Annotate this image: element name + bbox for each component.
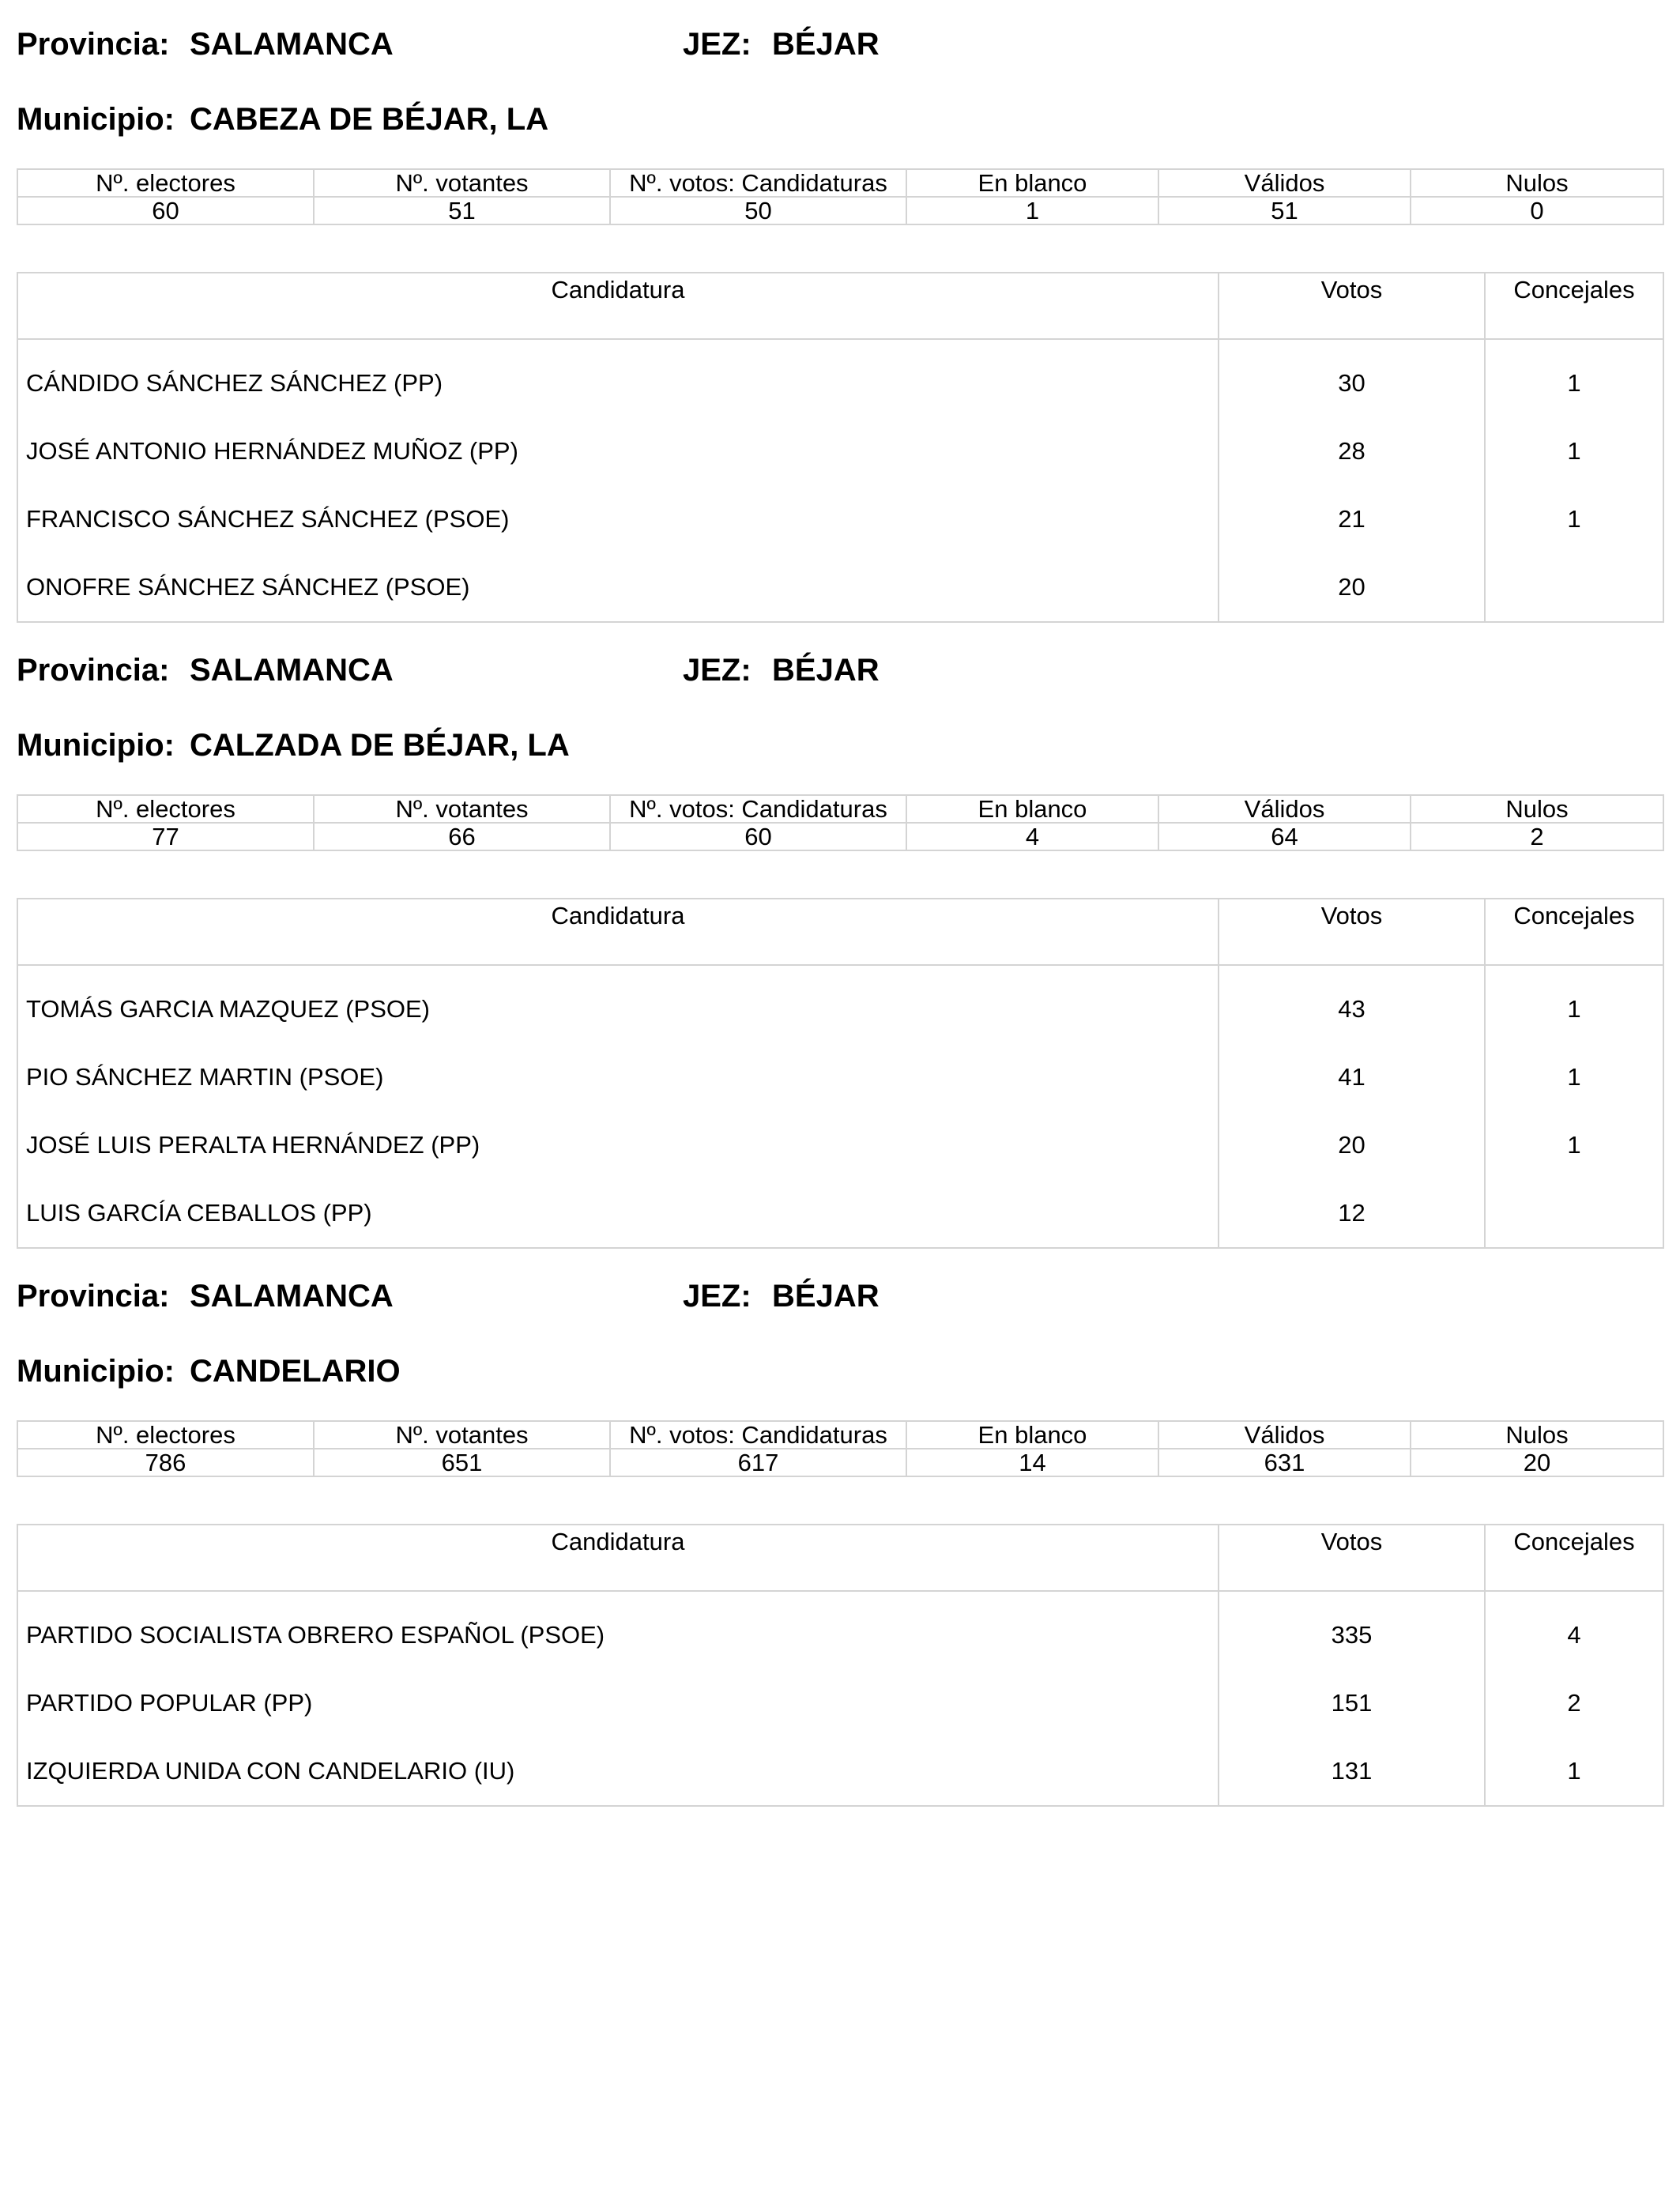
stats-header-validos: Válidos [1158, 795, 1411, 823]
candidate-name: PARTIDO SOCIALISTA OBRERO ESPAÑOL (PSOE) [26, 1621, 605, 1649]
stats-header-votantes: Nº. votantes [314, 1421, 610, 1449]
stats-table [17, 168, 1664, 225]
candidate-votos: 335 [1331, 1621, 1373, 1649]
stats-value-electores: 77 [17, 823, 314, 850]
stats-value-electores: 786 [17, 1449, 314, 1476]
header-candidatura: Candidatura [17, 1525, 1219, 1591]
candidate-votos: 41 [1338, 1063, 1365, 1091]
stats-value-votantes: 651 [314, 1449, 610, 1476]
candidate-names-column [17, 965, 1219, 1248]
candidate-votos: 20 [1338, 1131, 1365, 1159]
stats-header-row [17, 169, 1663, 197]
candidate-concejales [1486, 553, 1663, 621]
provincia-value: SALAMANCA [190, 27, 394, 62]
municipio-value: CANDELARIO [190, 1354, 401, 1389]
candidate-concejales: 1 [1567, 1757, 1581, 1785]
jez-label: JEZ: [683, 27, 751, 62]
candidates-body [17, 339, 1663, 622]
candidate-name: LUIS GARCÍA CEBALLOS (PP) [26, 1199, 372, 1227]
jez-value: BÉJAR [772, 1279, 880, 1314]
provincia-label: Provincia: [17, 27, 170, 62]
header-votos: Votos [1219, 1525, 1485, 1591]
stats-value-en-blanco: 4 [906, 823, 1158, 850]
stats-value-validos: 64 [1158, 823, 1411, 850]
stats-header-en-blanco: En blanco [906, 795, 1158, 823]
jez-value: BÉJAR [772, 27, 880, 62]
jez-value: BÉJAR [772, 653, 880, 688]
municipality-section [0, 1252, 1680, 1853]
header-candidatura: Candidatura [17, 273, 1219, 339]
municipality-section [0, 0, 1680, 601]
stats-value-nulos: 20 [1411, 1449, 1663, 1476]
candidate-names-column [17, 339, 1219, 622]
stats-value-nulos: 0 [1411, 197, 1663, 224]
candidate-name: JOSÉ LUIS PERALTA HERNÁNDEZ (PP) [26, 1131, 480, 1159]
candidates-table [17, 272, 1664, 623]
provincia-value: SALAMANCA [190, 653, 394, 688]
candidate-name: PIO SÁNCHEZ MARTIN (PSOE) [26, 1063, 384, 1091]
header-votos: Votos [1219, 273, 1485, 339]
stats-value-votos-candidaturas: 50 [610, 197, 906, 224]
provincia-value: SALAMANCA [190, 1279, 394, 1314]
stats-header-validos: Válidos [1158, 1421, 1411, 1449]
provincia-label: Provincia: [17, 1279, 170, 1314]
candidate-votos-column [1219, 1591, 1485, 1806]
candidates-header-row [17, 273, 1663, 339]
header-concejales: Concejales [1485, 899, 1663, 965]
candidate-votos: 20 [1338, 573, 1365, 601]
candidate-concejales: 4 [1567, 1621, 1581, 1649]
candidate-concejales: 1 [1567, 995, 1581, 1023]
stats-header-votos-candidaturas: Nº. votos: Candidaturas [610, 169, 906, 197]
stats-value-votantes: 51 [314, 197, 610, 224]
candidate-concejales [1486, 1179, 1663, 1247]
candidates-body [17, 965, 1663, 1248]
provincia-label: Provincia: [17, 653, 170, 688]
stats-header-validos: Válidos [1158, 169, 1411, 197]
header-votos: Votos [1219, 899, 1485, 965]
municipio-value: CABEZA DE BÉJAR, LA [190, 102, 549, 137]
stats-value-row [17, 197, 1663, 224]
stats-header-en-blanco: En blanco [906, 1421, 1158, 1449]
stats-header-votos-candidaturas: Nº. votos: Candidaturas [610, 795, 906, 823]
candidate-votos: 21 [1338, 505, 1365, 533]
candidate-votos: 12 [1338, 1199, 1365, 1227]
candidate-names-column [17, 1591, 1219, 1806]
stats-header-en-blanco: En blanco [906, 169, 1158, 197]
stats-table [17, 794, 1664, 851]
candidates-header-row [17, 1525, 1663, 1591]
candidate-votos-column [1219, 965, 1485, 1248]
candidate-concejales: 2 [1567, 1689, 1581, 1717]
header-candidatura: Candidatura [17, 899, 1219, 965]
municipio-label: Municipio: [17, 102, 175, 137]
candidate-name: CÁNDIDO SÁNCHEZ SÁNCHEZ (PP) [26, 369, 443, 397]
jez-label: JEZ: [683, 653, 751, 688]
header-concejales: Concejales [1485, 273, 1663, 339]
candidate-name: ONOFRE SÁNCHEZ SÁNCHEZ (PSOE) [26, 573, 470, 601]
stats-value-validos: 631 [1158, 1449, 1411, 1476]
stats-header-votantes: Nº. votantes [314, 169, 610, 197]
stats-header-votos-candidaturas: Nº. votos: Candidaturas [610, 1421, 906, 1449]
candidate-concejales: 1 [1567, 1131, 1581, 1159]
candidate-concejales-column [1485, 1591, 1663, 1806]
header-concejales: Concejales [1485, 1525, 1663, 1591]
candidates-body [17, 1591, 1663, 1806]
stats-value-votos-candidaturas: 617 [610, 1449, 906, 1476]
candidate-name: PARTIDO POPULAR (PP) [26, 1689, 313, 1717]
candidates-header-row [17, 899, 1663, 965]
candidate-concejales-column [1485, 339, 1663, 622]
candidate-name: FRANCISCO SÁNCHEZ SÁNCHEZ (PSOE) [26, 505, 510, 533]
stats-header-nulos: Nulos [1411, 169, 1663, 197]
stats-value-votos-candidaturas: 60 [610, 823, 906, 850]
candidate-concejales: 1 [1567, 437, 1581, 465]
candidates-table [17, 1524, 1664, 1807]
stats-value-row [17, 1449, 1663, 1476]
municipio-value: CALZADA DE BÉJAR, LA [190, 728, 570, 763]
candidate-votos: 30 [1338, 369, 1365, 397]
stats-value-electores: 60 [17, 197, 314, 224]
jez-label: JEZ: [683, 1279, 751, 1314]
stats-value-validos: 51 [1158, 197, 1411, 224]
candidate-votos: 43 [1338, 995, 1365, 1023]
stats-table [17, 1420, 1664, 1477]
candidate-concejales: 1 [1567, 1063, 1581, 1091]
stats-value-nulos: 2 [1411, 823, 1663, 850]
candidate-concejales-column [1485, 965, 1663, 1248]
candidate-votos: 151 [1331, 1689, 1373, 1717]
candidate-name: IZQUIERDA UNIDA CON CANDELARIO (IU) [26, 1757, 515, 1785]
candidate-concejales: 1 [1567, 505, 1581, 533]
stats-value-votantes: 66 [314, 823, 610, 850]
stats-value-en-blanco: 14 [906, 1449, 1158, 1476]
candidate-name: JOSÉ ANTONIO HERNÁNDEZ MUÑOZ (PP) [26, 437, 518, 465]
candidate-votos: 28 [1338, 437, 1365, 465]
candidates-table [17, 898, 1664, 1249]
stats-header-votantes: Nº. votantes [314, 795, 610, 823]
municipio-label: Municipio: [17, 728, 175, 763]
stats-header-electores: Nº. electores [17, 795, 314, 823]
candidate-votos-column [1219, 339, 1485, 622]
stats-header-nulos: Nulos [1411, 795, 1663, 823]
candidate-name: TOMÁS GARCIA MAZQUEZ (PSOE) [26, 995, 430, 1023]
stats-header-electores: Nº. electores [17, 169, 314, 197]
stats-value-en-blanco: 1 [906, 197, 1158, 224]
municipality-section [0, 626, 1680, 1227]
stats-header-electores: Nº. electores [17, 1421, 314, 1449]
candidate-votos: 131 [1331, 1757, 1373, 1785]
stats-value-row [17, 823, 1663, 850]
candidate-concejales: 1 [1567, 369, 1581, 397]
stats-header-row [17, 1421, 1663, 1449]
stats-header-nulos: Nulos [1411, 1421, 1663, 1449]
stats-header-row [17, 795, 1663, 823]
municipio-label: Municipio: [17, 1354, 175, 1389]
